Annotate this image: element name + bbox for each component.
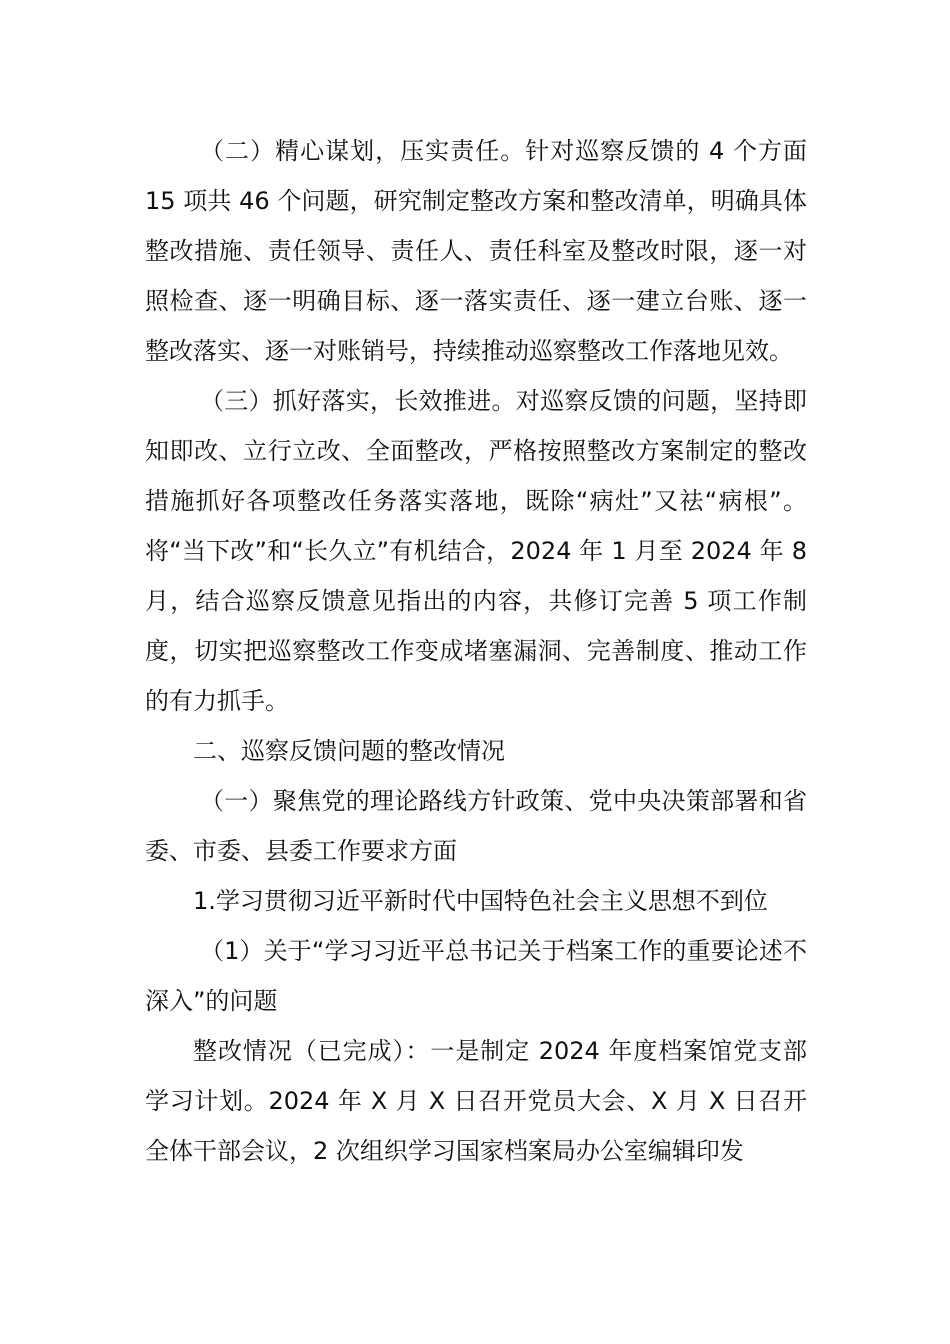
- item-heading-study: 1.学习贯彻习近平新时代中国特色社会主义思想不到位: [193, 887, 768, 915]
- paragraph-rectification-status: 整改情况（已完成）：一是制定 2024 年度档案馆党支部学习计划。2024 年 X 月 X 日召开党员大会、X 月 X 日召开全体干部会议，2 次组织学习国家档案局办公室编辑印发: [145, 1037, 807, 1165]
- subsection-heading-theory: （一）聚焦党的理论路线方针政策、党中央决策部署和省委、市委、县委工作要求方面: [145, 787, 807, 865]
- section-heading-rectification: 二、巡察反馈问题的整改情况: [193, 737, 505, 765]
- paragraph-planning: （二）精心谋划，压实责任。针对巡察反馈的 4 个方面 15 项共 46 个问题，研究制定整改方案和整改清单，明确具体整改措施、责任领导、责任人、责任科室及整改时限，逐一对照检查、逐一明确目标、逐一落实责任、逐一建立台账、逐一整改落实、逐一对账销号，持续推动巡察整改工作落地见效。: [145, 137, 807, 365]
- document-body: [145, 126, 807, 1176]
- issue-heading-archives: （1）关于“学习习近平总书记关于档案工作的重要论述不深入”的问题: [145, 937, 807, 1015]
- paragraph-implementation: （三）抓好落实，长效推进。对巡察反馈的问题，坚持即知即改、立行立改、全面整改，严格按照整改方案制定的整改措施抓好各项整改任务落实落地，既除“病灶”又祛“病根”。将“当下改”和“长久立”有机结合，2024 年 1 月至 2024 年 8 月，结合巡察反馈意见指出的内容，共修订完善 5 项工作制度，切实把巡察整改工作变成堵塞漏洞、完善制度、推动工作的有力抓手。: [145, 387, 807, 715]
